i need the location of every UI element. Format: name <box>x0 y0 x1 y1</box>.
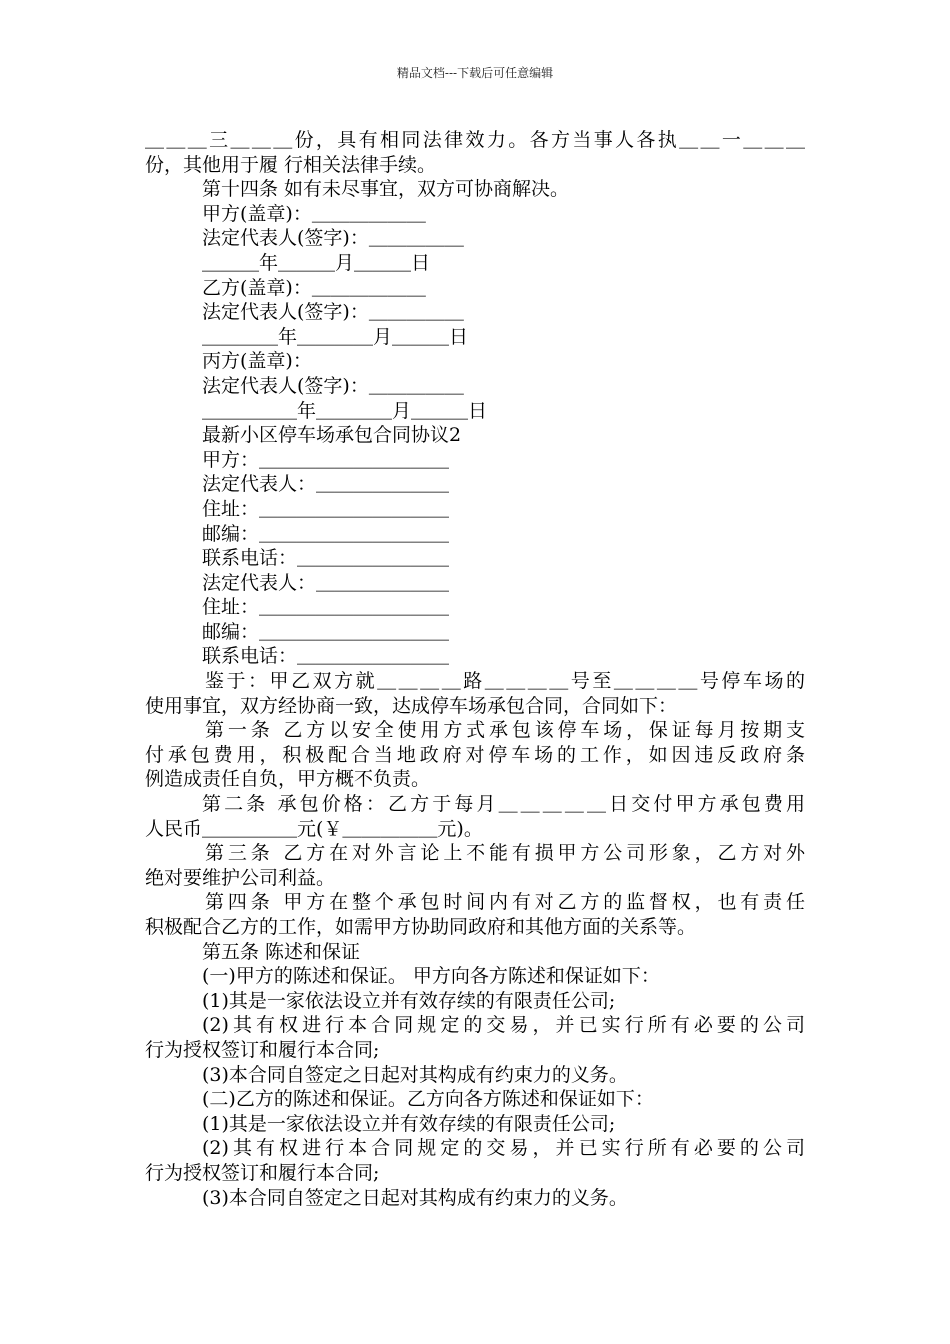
text-line: 住址：＿＿＿＿＿＿＿＿＿＿ <box>202 497 450 520</box>
text-line: 联系电话：＿＿＿＿＿＿＿＿ <box>202 645 450 668</box>
text-line: 法定代表人(签字)：＿＿＿＿＿ <box>202 227 464 250</box>
text-line: (二)乙方的陈述和保证。乙方向各方陈述和保证如下： <box>202 1088 654 1111</box>
text-line: (一)甲方的陈述和保证。 甲方向各方陈述和保证如下： <box>202 965 660 988</box>
text-line: ＿＿＿三＿＿＿份，具有相同法律效力。各方当事人各执＿＿一＿＿＿ <box>145 129 805 151</box>
text-line: 第三条 乙方在对外言论上不能有损甲方公司形象，乙方对外 <box>205 842 805 865</box>
text-line: 邮编：＿＿＿＿＿＿＿＿＿＿ <box>202 522 450 545</box>
text-line: 最新小区停车场承包合同协议2 <box>202 424 462 447</box>
text-line: (2)其有权进行本合同规定的交易，并已实行所有必要的公司 <box>202 1014 805 1037</box>
text-line: 丙方(盖章)： <box>202 350 312 373</box>
text-line: 使用事宜，双方经协商一致，达成停车场承包合同，合同如下： <box>145 694 678 717</box>
text-line: 鉴于：甲乙双方就＿＿＿＿路＿＿＿＿号至＿＿＿＿号停车场的 <box>205 670 805 693</box>
text-line: 第十四条 如有未尽事宜，双方可协商解决。 <box>202 178 570 201</box>
text-line: 第二条 承包价格：乙方于每月＿＿＿＿＿日交付甲方承包费用 <box>202 793 805 816</box>
text-line: 行为授权签订和履行本合同; <box>145 1038 380 1061</box>
text-line: 联系电话：＿＿＿＿＿＿＿＿ <box>202 547 450 570</box>
text-line: 邮编：＿＿＿＿＿＿＿＿＿＿ <box>202 620 450 643</box>
text-line: 法定代表人：＿＿＿＿＿＿＿ <box>202 473 450 496</box>
text-line: (1)其是一家依法设立并有效存续的有限责任公司; <box>202 1112 616 1135</box>
text-line: ＿＿＿＿＿年＿＿＿＿月＿＿＿日 <box>202 399 488 422</box>
text-line: (1)其是一家依法设立并有效存续的有限责任公司; <box>202 989 616 1012</box>
text-line: (2)其有权进行本合同规定的交易，并已实行所有必要的公司 <box>202 1137 805 1160</box>
text-line: 第一条 乙方以安全使用方式承包该停车场，保证每月按期支 <box>205 719 805 742</box>
text-line: 法定代表人(签字)：＿＿＿＿＿ <box>202 301 464 324</box>
text-line: (3)本合同自签定之日起对其构成有约束力的义务。 <box>202 1063 628 1086</box>
text-line: (3)本合同自签定之日起对其构成有约束力的义务。 <box>202 1186 628 1209</box>
text-line: 法定代表人：＿＿＿＿＿＿＿ <box>202 571 450 594</box>
text-line: 人民币＿＿＿＿＿元(￥＿＿＿＿＿元)。 <box>145 817 483 840</box>
page-header: 精品文档---下载后可任意编辑 <box>396 66 554 80</box>
text-line: 份，其他用于履 行相关法律手续。 <box>145 153 437 176</box>
text-line: 绝对要维护公司利益。 <box>145 866 336 889</box>
document-body <box>145 128 805 1210</box>
text-line: 住址：＿＿＿＿＿＿＿＿＿＿ <box>202 596 450 619</box>
text-line: 积极配合乙方的工作，如需甲方协助同政府和其他方面的关系等。 <box>145 916 697 938</box>
text-line: 行为授权签订和履行本合同; <box>145 1161 380 1184</box>
text-line: 第四条 甲方在整个承包时间内有对乙方的监督权，也有责任 <box>205 891 805 914</box>
text-line: 付承包费用，积极配合当地政府对停车场的工作，如因违反政府条 <box>145 743 805 766</box>
text-line: 法定代表人(签字)：＿＿＿＿＿ <box>202 374 464 397</box>
text-line: 第五条 陈述和保证 <box>202 940 361 963</box>
text-line: 例造成责任自负，甲方概不负责。 <box>145 768 431 791</box>
text-line: ＿＿＿年＿＿＿月＿＿＿日 <box>202 251 431 274</box>
text-line: 甲方(盖章)：＿＿＿＿＿＿ <box>202 202 426 225</box>
text-line: ＿＿＿＿年＿＿＿＿月＿＿＿日 <box>202 325 469 348</box>
text-line: 甲方：＿＿＿＿＿＿＿＿＿＿ <box>202 448 450 471</box>
text-line: 乙方(盖章)：＿＿＿＿＿＿ <box>202 276 426 299</box>
